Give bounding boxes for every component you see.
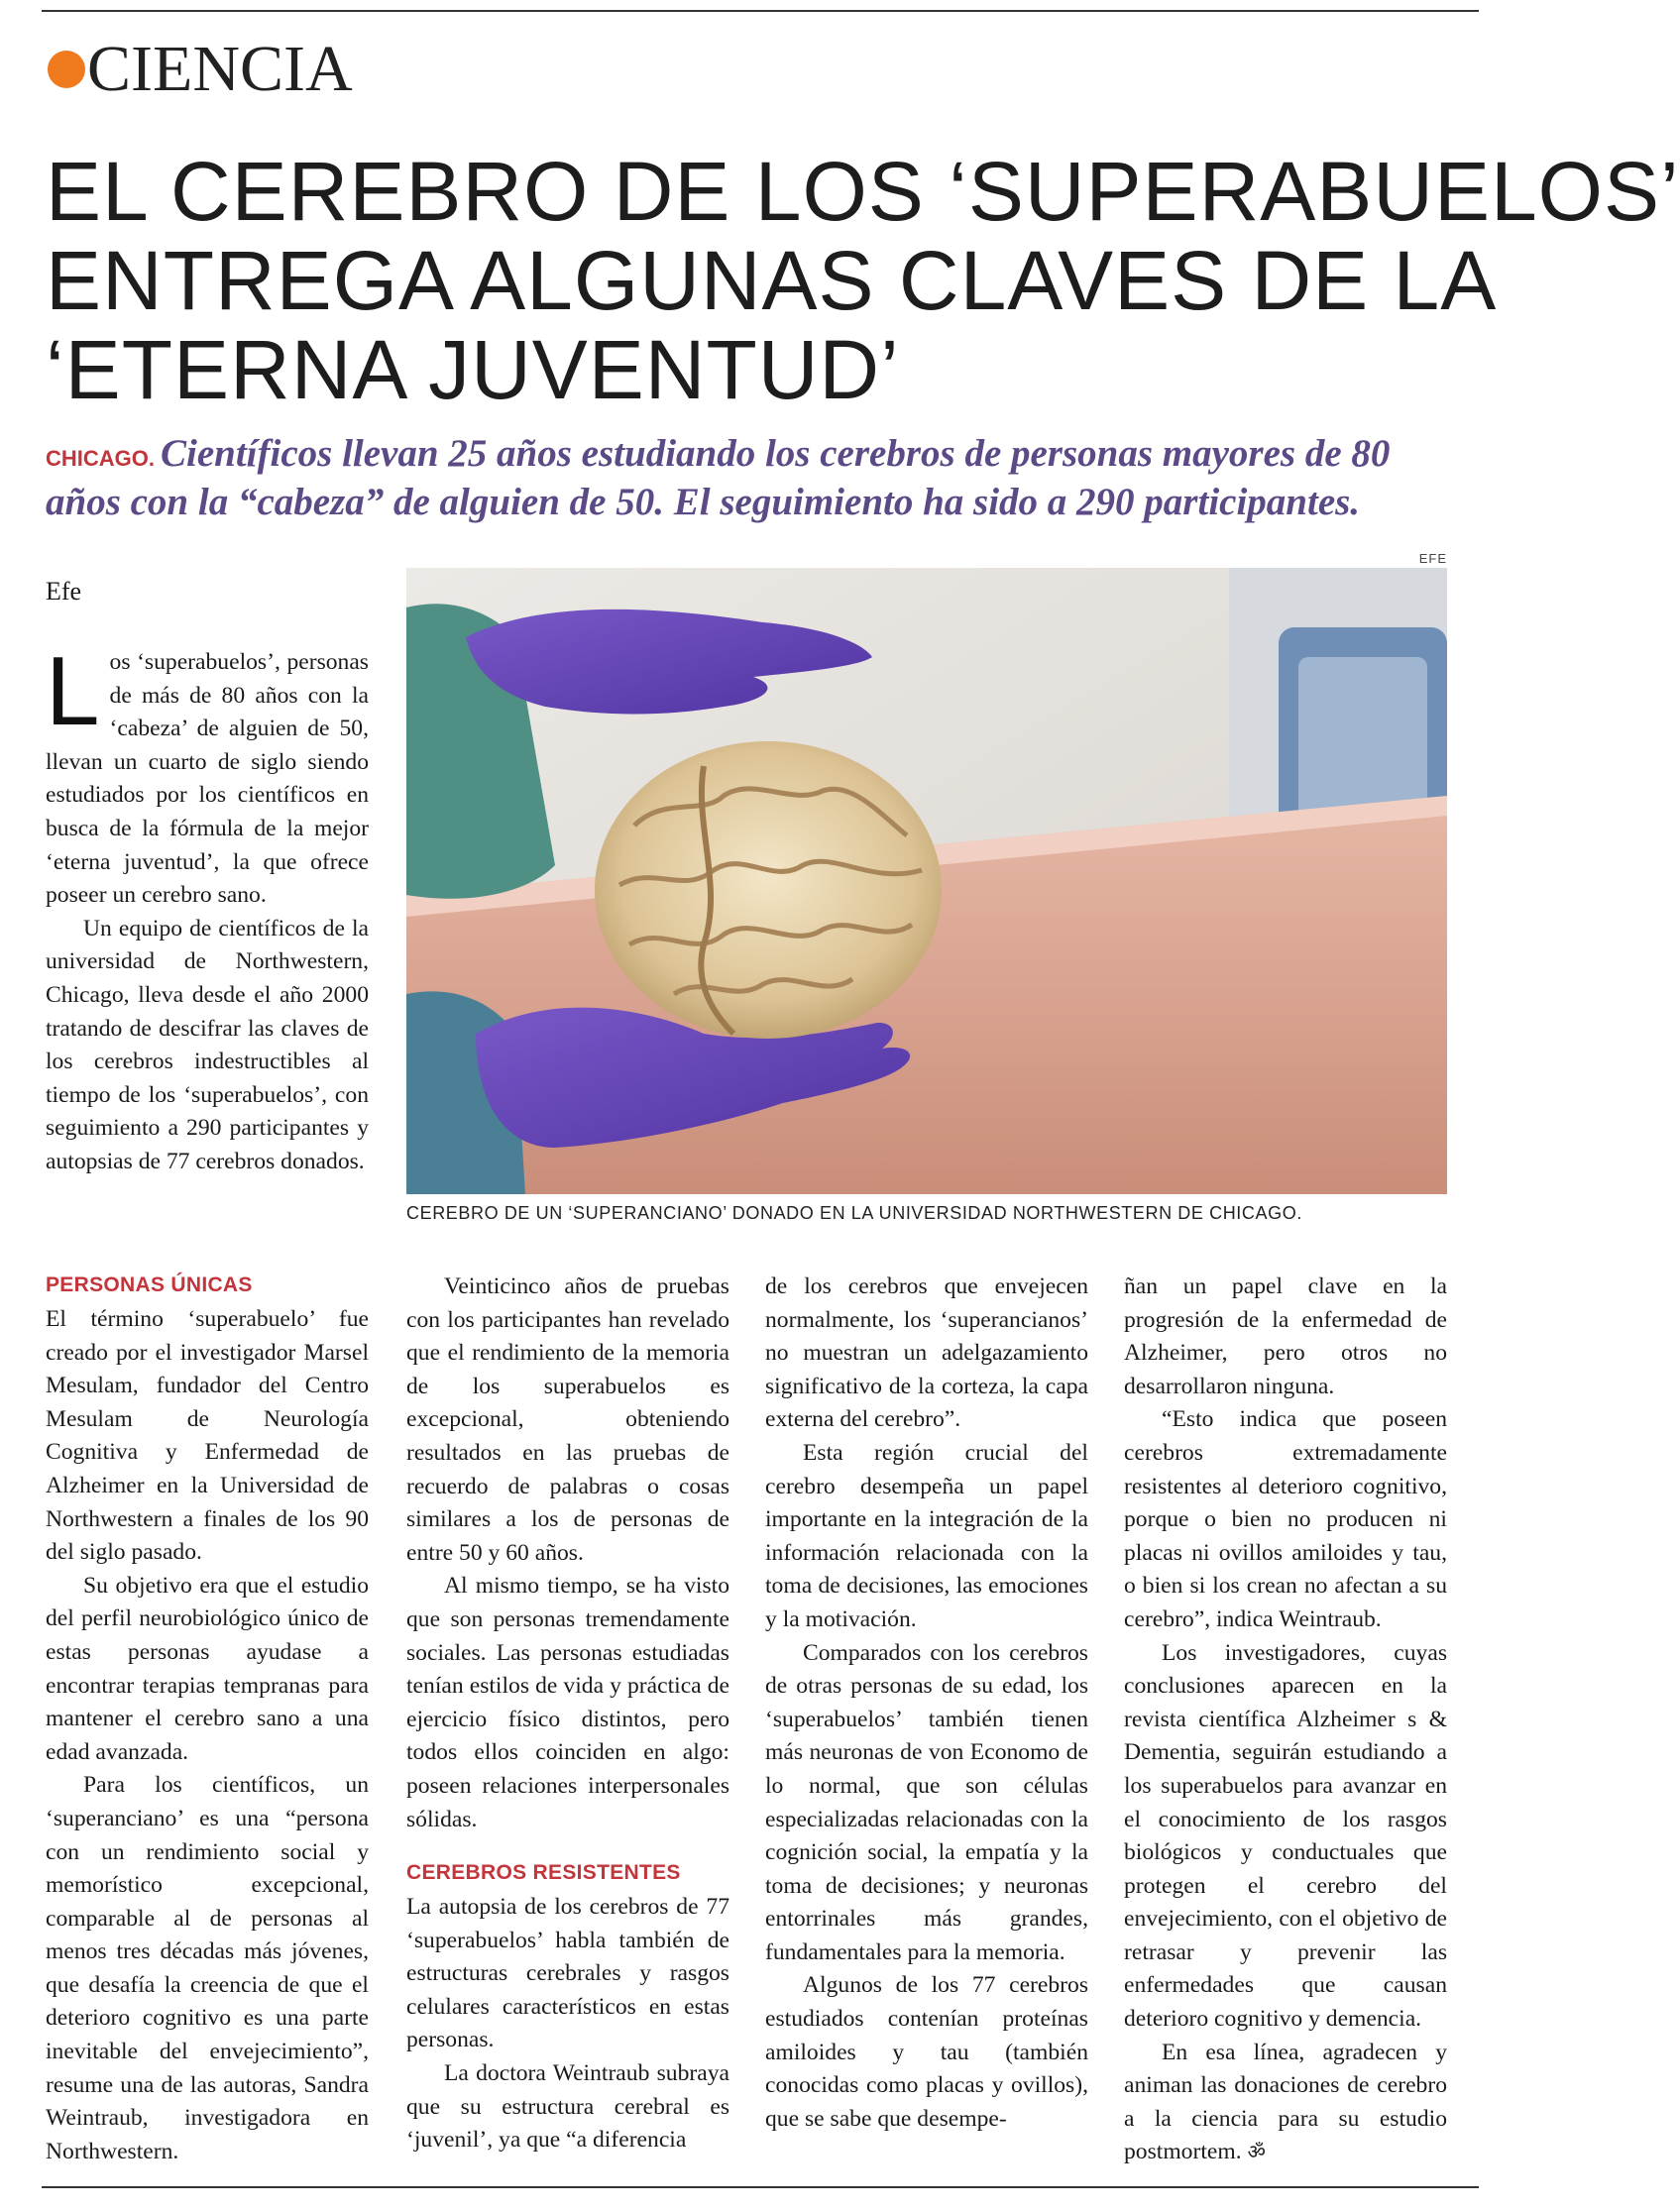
drop-cap: L [46, 636, 100, 745]
subhead-personas-unicas: PERSONAS ÚNICAS [46, 1273, 253, 1296]
paragraph: ñan un papel clave en la progresión de la enfermedad de Alzheimer, pero otros no desarrollaron ninguna. [1124, 1273, 1447, 1399]
subhead-cerebros-resistentes: CEREBROS RESISTENTES [406, 1861, 681, 1885]
article-column-4 [1124, 1271, 1447, 2169]
section-bullet-icon [48, 51, 85, 88]
article-intro [46, 636, 369, 1179]
end-mark-icon: ॐ [1247, 2140, 1266, 2164]
top-rule [42, 10, 1479, 12]
paragraph: Para los científicos, un ‘superanciano’ es una “persona con un rendimiento social y memorístico excepcional, comparable al de personas al menos tres décadas más jóvenes, que desafía la creencia de que el deterioro cognitivo es una parte inevitable del envejecimiento”, resume una de las autoras, Sandra Weintraub, investigadora en Northwestern. [46, 1772, 369, 2164]
paragraph: de los cerebros que envejecen normalmente, los ‘superancianos’ no muestran un adelgazamiento significativo de la corteza, la capa externa del cerebro”. [765, 1273, 1088, 1433]
paragraph: Los investigadores, cuyas conclusiones aparecen en la revista científica Alzheimer s & Dementia, seguirán estudiando a los superabuelos para avanzar en el conocimiento de los rasgos biológicos y conductuales que protegen el cerebro del envejecimiento, con el objetivo de retrasar y prevenir las enfermedades que causan deterioro cognitivo y demencia. [1124, 1639, 1447, 2033]
paragraph: Su objetivo era que el estudio del perfil neurobiológico único de estas personas ayudase a encontrar terapias tempranas para mantener el cerebro sano a una edad avanzada. [46, 1572, 369, 1765]
section-label [48, 34, 353, 105]
paragraph: Esta región crucial del cerebro desempeña un papel importante en la integración de la información relacionada con la toma de decisiones, las emociones y la motivación. [765, 1439, 1088, 1632]
headline-line: EL CEREBRO DE LOS ‘SUPERABUELOS’ [46, 145, 1680, 238]
bottom-rule [42, 2186, 1479, 2188]
lede-text: Científicos llevan 25 años estudiando los cerebros de personas mayores de 80 años con la “cabeza” de alguien de 50. El seguimiento ha sido a 290 participantes. [46, 432, 1391, 523]
paragraph [1124, 2037, 1447, 2169]
paragraph: La doctora Weintraub subraya que su estructura cerebral es ‘juvenil’, ya que “a diferencia [406, 2060, 729, 2154]
paragraph: Un equipo de científicos de la universidad de Northwestern, Chicago, lleva desde el año 2000 tratando de descifrar las claves de los cerebros indestructibles al tiempo de los ‘superabuelos’, con seguimiento a 290 participantes y autopsias de 77 cerebros donados. [46, 915, 369, 1174]
paragraph: Comparados con los cerebros de otras personas de su edad, los ‘superabuelos’ también tienen más neuronas de von Economo de lo normal, que son células especializadas relacionadas con la cognición social, la empatía y la toma de decisiones; y neuronas entorrinales más grandes, fundamentales para la memoria. [765, 1639, 1088, 1965]
paragraph: Veinticinco años de pruebas con los participantes han revelado que el rendimiento de la memoria de los superabuelos es excepcional, obteniendo resultados en las pruebas de recuerdo de palabras o cosas similares a los de personas de entre 50 y 60 años. [406, 1273, 729, 1566]
headline [46, 145, 1680, 416]
photo-caption: CEREBRO DE UN ‘SUPERANCIANO’ DONADO EN LA UNIVERSIDAD NORTHWESTERN DE CHICAGO. [406, 1203, 1302, 1223]
dateline: CHICAGO. [46, 446, 155, 471]
paragraph: Algunos de los 77 cerebros estudiados contenían proteínas amiloides y tau (también conocidas como placas y ovillos), que se sabe que desempe- [765, 1972, 1088, 2132]
paragraph: La autopsia de los cerebros de 77 ‘superabuelos’ habla también de estructuras cerebrales y rasgos celulares característicos en estas personas. [406, 1894, 729, 2053]
article-column-1 [46, 1271, 369, 2168]
section-name: CIENCIA [87, 33, 353, 105]
paragraph: El término ‘superabuelo’ fue creado por el investigador Marsel Mesulam, fundador del Centro Mesulam de Neurología Cognitiva y Enfermedad de Alzheimer en la Universidad de Northwestern a finales de los 90 del siglo pasado. [46, 1306, 369, 1566]
article-column-2 [406, 1271, 729, 2157]
paragraph: Al mismo tiempo, se ha visto que son personas tremendamente sociales. Las personas estudiadas tenían estilos de vida y práctica de ejercicio físico distintos, pero todos ellos coinciden en algo: poseen relaciones interpersonales sólidas. [406, 1573, 729, 1832]
lede [46, 432, 1463, 524]
headline-line: ‘ETERNA JUVENTUD’ [46, 323, 900, 416]
byline: Efe [46, 577, 82, 606]
article-column-3 [765, 1271, 1088, 2136]
paragraph-text: os ‘superabuelos’, personas de más de 80 años con la ‘cabeza’ de alguien de 50, llevan un cuarto de siglo siendo estudiados por los científicos en busca de la fórmula de la mejor ‘eterna juventud’, la que ofrece poseer un cerebro sano. [46, 649, 369, 909]
headline-line: ENTREGA ALGUNAS CLAVES DE LA [46, 234, 1498, 327]
brain-in-gloved-hands-image [406, 568, 1447, 1194]
paragraph-text: En esa línea, agradecen y animan las donaciones de cerebro a la ciencia para su estudio postmortem. [1124, 2039, 1447, 2165]
intro-paragraph [46, 636, 369, 913]
brain-photo [406, 568, 1447, 1194]
photo-credit: EFE [1418, 551, 1447, 566]
paragraph: “Esto indica que poseen cerebros extremadamente resistentes al deterioro cognitivo, porque o bien no producen ni placas ni ovillos amiloides y tau, o bien si los crean no afectan a su cerebro”, indica Weintraub. [1124, 1406, 1447, 1632]
